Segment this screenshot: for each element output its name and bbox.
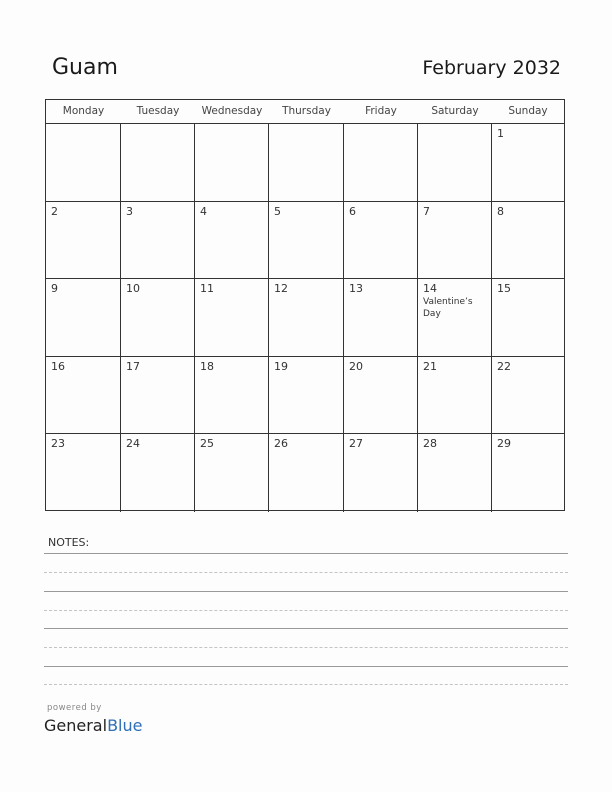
day-number: 19: [274, 359, 288, 373]
day-number: 1: [497, 127, 504, 140]
note-line: [44, 684, 568, 685]
weekday-saturday: Saturday: [431, 105, 479, 117]
note-line: [44, 610, 568, 611]
day-cell[interactable]: [121, 124, 195, 202]
day-number: 24: [126, 437, 140, 451]
day-number: 5: [274, 204, 281, 218]
powered-by-text: powered by: [47, 703, 102, 713]
day-cell[interactable]: [269, 434, 344, 512]
day-number: 15: [497, 282, 511, 296]
day-cell[interactable]: [195, 357, 269, 435]
day-cell[interactable]: [418, 434, 492, 512]
day-cell[interactable]: [269, 124, 344, 202]
note-line: [44, 553, 568, 554]
day-cell[interactable]: [344, 279, 418, 357]
day-cell[interactable]: [195, 434, 269, 512]
day-cell[interactable]: [492, 279, 564, 357]
day-number: 14: [423, 282, 437, 296]
day-cell[interactable]: [492, 124, 564, 202]
day-cell[interactable]: [46, 357, 121, 435]
logo-blue-text: Blue: [107, 716, 143, 735]
weekday-header-row: [46, 100, 564, 124]
day-cell[interactable]: [418, 202, 492, 280]
note-line: [44, 666, 568, 667]
day-number: 8: [497, 204, 504, 218]
day-cell[interactable]: [344, 357, 418, 435]
day-cell[interactable]: [418, 124, 492, 202]
weekday-monday: Monday: [62, 105, 105, 117]
day-cell[interactable]: [344, 202, 418, 280]
day-cell[interactable]: [492, 434, 564, 512]
calendar-grid: [45, 99, 565, 511]
note-line: [44, 628, 568, 629]
day-cell[interactable]: [195, 202, 269, 280]
notes-label: NOTES:: [48, 536, 90, 549]
day-number: 20: [349, 359, 363, 373]
holiday-event: Valentine’s Day: [423, 297, 473, 320]
day-number: 28: [423, 437, 437, 451]
day-number: 12: [274, 282, 288, 296]
day-number: 9: [51, 282, 58, 296]
day-number: 7: [423, 204, 430, 218]
day-cell[interactable]: [269, 202, 344, 280]
day-cell[interactable]: [344, 434, 418, 512]
day-number: 22: [497, 359, 511, 373]
day-number: 13: [349, 282, 363, 296]
day-number: 29: [497, 437, 511, 451]
day-number: 17: [126, 359, 140, 373]
day-number: 6: [349, 204, 356, 218]
weekday-tuesday: Tuesday: [136, 105, 180, 117]
day-cell[interactable]: [269, 279, 344, 357]
day-cell[interactable]: [195, 124, 269, 202]
day-number: 21: [423, 359, 437, 373]
day-number: 11: [200, 282, 214, 296]
day-cell[interactable]: [344, 124, 418, 202]
day-cell[interactable]: [121, 434, 195, 512]
day-cell[interactable]: [46, 434, 121, 512]
day-number: 16: [51, 359, 65, 373]
day-cell[interactable]: [492, 357, 564, 435]
day-cell[interactable]: [46, 202, 121, 280]
day-number: 3: [126, 204, 133, 218]
day-number: 27: [349, 437, 363, 451]
note-line: [44, 572, 568, 573]
day-number: 10: [126, 282, 140, 296]
weekday-wednesday: Wednesday: [201, 105, 263, 117]
generalblue-logo[interactable]: [44, 716, 142, 735]
day-number: 18: [200, 359, 214, 373]
day-cell[interactable]: [418, 357, 492, 435]
region-title: Guam: [52, 55, 118, 80]
weekday-sunday: Sunday: [508, 105, 548, 117]
day-cell[interactable]: [418, 279, 492, 357]
note-line: [44, 591, 568, 592]
day-cell[interactable]: [195, 279, 269, 357]
day-cell[interactable]: [269, 357, 344, 435]
weekday-thursday: Thursday: [282, 105, 331, 117]
month-title: February 2032: [422, 57, 561, 79]
day-number: 2: [51, 204, 58, 218]
weekday-friday: Friday: [365, 105, 397, 117]
day-cell[interactable]: [121, 279, 195, 357]
day-cell[interactable]: [46, 124, 121, 202]
day-cell[interactable]: [46, 279, 121, 357]
day-cell[interactable]: [121, 357, 195, 435]
note-line: [44, 647, 568, 648]
day-cell[interactable]: [492, 202, 564, 280]
day-number: 25: [200, 437, 214, 451]
day-number: 23: [51, 437, 65, 451]
day-number: 4: [200, 204, 207, 218]
day-number: 26: [274, 437, 288, 451]
logo-general-text: General: [44, 716, 108, 735]
day-cell[interactable]: [121, 202, 195, 280]
